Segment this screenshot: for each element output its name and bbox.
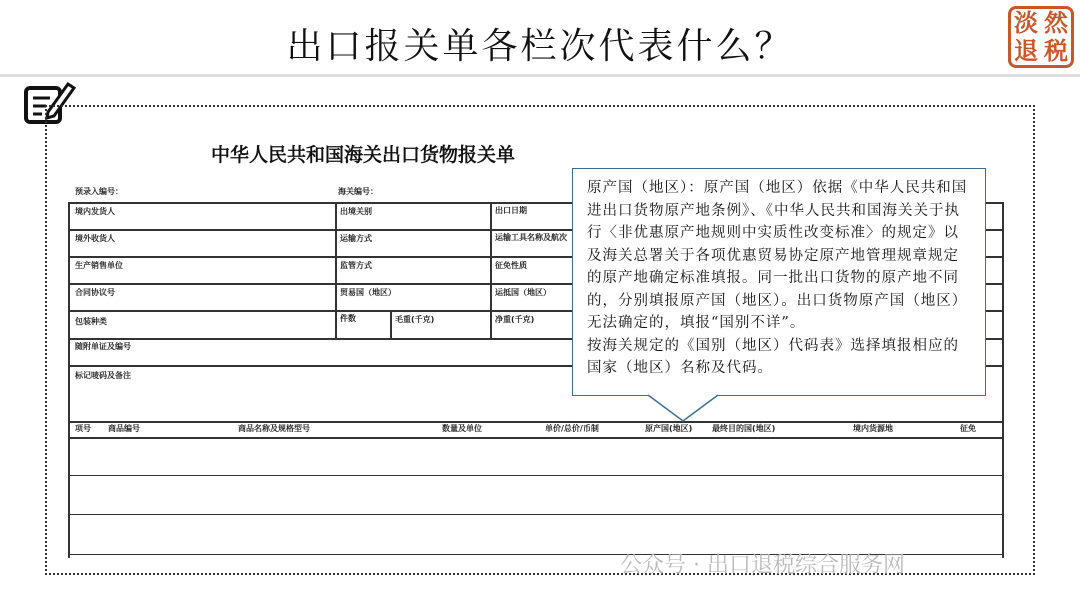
- field-label: 毛重(千克): [395, 315, 435, 324]
- origin-country-callout: [572, 168, 986, 396]
- form-title: 中华人民共和国海关出口货物报关单: [210, 144, 515, 166]
- field-label: 境内发货人: [75, 207, 115, 216]
- goods-header: 征免: [960, 424, 976, 433]
- goods-header: 境内货源地: [853, 424, 893, 433]
- field-label: 运输方式: [340, 234, 372, 243]
- customs-no-label: 海关编号：: [338, 187, 378, 196]
- goods-header: 原产国(地区): [645, 424, 693, 433]
- goods-header: 商品名称及规格型号: [238, 424, 310, 433]
- field-label: 件数: [340, 314, 356, 323]
- slide-title: 出口报关单各栏次代表什么？: [286, 26, 794, 67]
- watermark: 公众号 · 出口退税综合服务网: [620, 553, 905, 578]
- field-label: 征免性质: [495, 261, 527, 270]
- callout-pointer: [640, 394, 730, 424]
- callout-text: 原产国（地区）：原产国（地区）依据《中华人民共和国进出口货物原产地条例》、《中华人民共和国海关关于执行〈非优惠原产地规则中实质性改变标准〉的规定》以及海关总署关于各项优惠贸易协定原产地管理规章规定的原产地确定标准填报。同一批出口货物的原产地不同的，分别填报原产国（地区）。出口货物原产国（地区）无法确定的，填报“国别不详”。: [587, 180, 968, 331]
- field-label: 生产销售单位: [75, 261, 123, 270]
- field-label: 出境关别: [340, 207, 372, 216]
- callout-text: 按海关规定的《国别（地区）代码表》选择填报相应的国家（地区）名称及代码。: [587, 337, 959, 376]
- seal-logo: 淡 然 退 税: [1008, 6, 1074, 68]
- goods-header: 单价/总价/币制: [545, 424, 599, 433]
- field-label: 运抵国（地区）: [495, 288, 551, 297]
- field-label: 监管方式: [340, 261, 372, 270]
- title-divider: [0, 74, 1080, 77]
- field-label: 随附单证及编号: [75, 342, 131, 351]
- field-label: 合同协议号: [75, 288, 115, 297]
- field-label: 贸易国（地区）: [340, 288, 396, 297]
- field-label: 出口日期: [495, 206, 527, 215]
- field-label: 包装种类: [75, 317, 107, 326]
- goods-header: 最终目的国(地区): [712, 424, 776, 433]
- goods-header: 项号: [75, 424, 91, 433]
- field-label: 标记唛码及备注: [75, 371, 131, 380]
- pre-entry-no-label: 预录入编号：: [75, 187, 123, 196]
- goods-header: 商品编号: [108, 424, 140, 433]
- field-label: 运输工具名称及航次: [495, 233, 567, 242]
- field-label: 净重(千克): [495, 315, 535, 324]
- field-label: 境外收货人: [75, 234, 115, 243]
- goods-header: 数量及单位: [442, 424, 482, 433]
